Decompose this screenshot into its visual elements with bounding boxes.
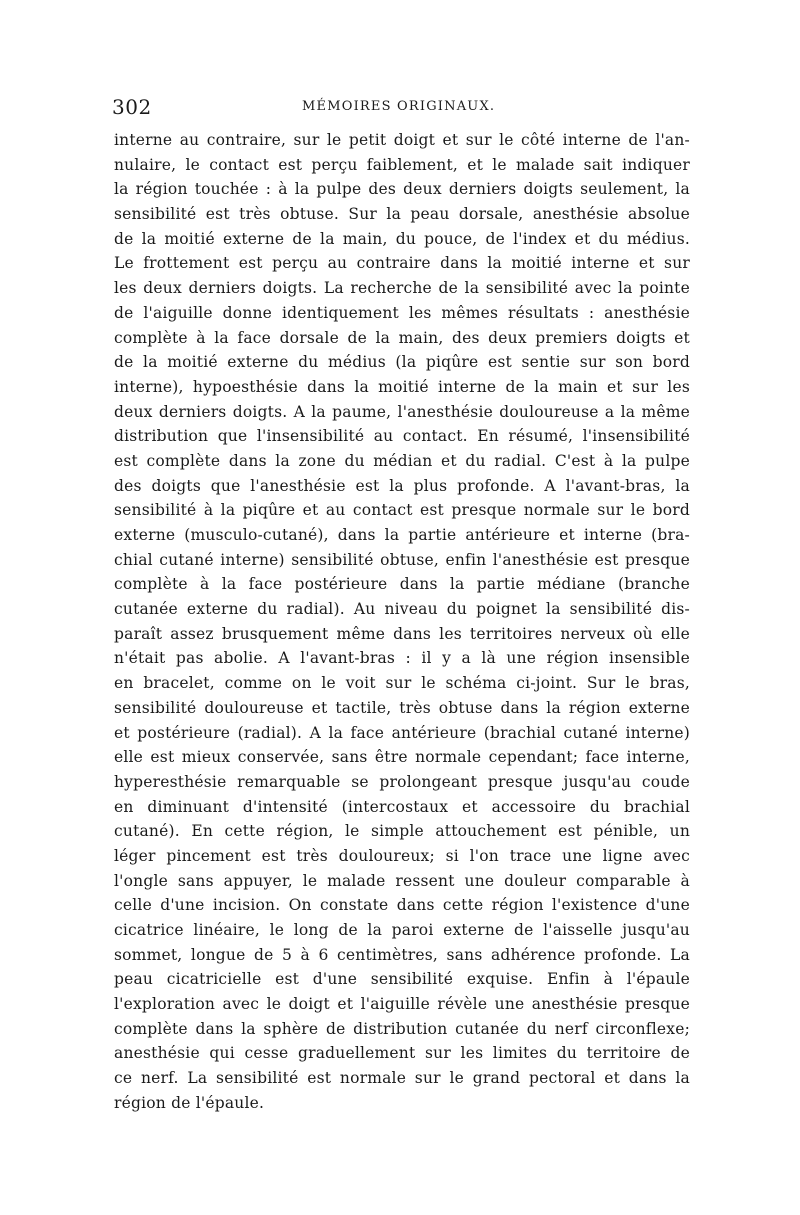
text-line: celle d'une incision. On constate dans cette région l'existence d'une [114, 896, 690, 915]
text-line: de la moitié externe du médius (la piqûre est sentie sur son bord [114, 353, 690, 372]
text-line: ce nerf. La sensibilité est normale sur le grand pectoral et dans la [114, 1069, 690, 1088]
text-line: cutané). En cette région, le simple attouchement est pénible, un [114, 822, 690, 841]
text-line: paraît assez brusquement même dans les territoires nerveux où elle [114, 624, 690, 643]
text-line: et postérieure (radial). A la face antérieure (brachial cutané interne) [114, 723, 690, 742]
body-text [114, 128, 690, 1116]
text-line: des doigts que l'anesthésie est la plus profonde. A l'avant-bras, la [114, 476, 690, 495]
text-line: interne au contraire, sur le petit doigt et sur le côté interne de l'an- [114, 131, 690, 149]
text-line: sommet, longue de 5 à 6 centimètres, sans adhérence profonde. La [114, 945, 690, 964]
text-line: l'ongle sans appuyer, le malade ressent une douleur comparable à [114, 871, 690, 890]
text-line: chial cutané interne) sensibilité obtuse, enfin l'anesthésie est presque [114, 550, 690, 569]
running-title: MÉMOIRES ORIGINAUX. [302, 99, 496, 114]
text-line-last: région de l'épaule. [114, 1093, 265, 1112]
text-line: l'exploration avec le doigt et l'aiguille révèle une anesthésie presque [114, 995, 690, 1014]
text-line: la région touchée : à la pulpe des deux derniers doigts seulement, la [114, 180, 690, 199]
text-line: de la moitié externe de la main, du pouce, de l'index et du médius. [114, 229, 690, 248]
page-number: 302 [112, 95, 152, 119]
text-line: externe (musculo-cutané), dans la partie antérieure et interne (bra- [114, 526, 690, 544]
text-line: distribution que l'insensibilité au contact. En résumé, l'insensibilité [114, 427, 690, 446]
text-line: elle est mieux conservée, sans être normale cependant; face interne, [114, 748, 690, 767]
text-line: deux derniers doigts. A la paume, l'anesthésie douloureuse a la même [114, 402, 690, 421]
text-line: interne), hypoesthésie dans la moitié interne de la main et sur les [114, 377, 690, 396]
text-line: anesthésie qui cesse graduellement sur les limites du territoire de [114, 1044, 690, 1063]
text-line: cutanée externe du radial). Au niveau du poignet la sensibilité dis- [114, 600, 690, 619]
text-line: cicatrice linéaire, le long de la paroi externe de l'aisselle jusqu'au [114, 921, 690, 939]
text-line: est complète dans la zone du médian et du radial. C'est à la pulpe [114, 451, 690, 470]
text-line: sensibilité est très obtuse. Sur la peau dorsale, anesthésie absolue [114, 205, 690, 224]
text-line: sensibilité douloureuse et tactile, très obtuse dans la région externe [114, 698, 690, 717]
text-line: de l'aiguille donne identiquement les mêmes résultats : anesthésie [114, 303, 690, 322]
page-header [112, 95, 690, 121]
text-line: en bracelet, comme on le voit sur le schéma ci-joint. Sur le bras, [114, 674, 690, 693]
text-line: nulaire, le contact est perçu faiblement, et le malade sait indiquer [114, 155, 690, 174]
text-line: complète à la face postérieure dans la partie médiane (branche [114, 575, 690, 594]
text-line: hyperesthésie remarquable se prolongeant presque jusqu'au coude [114, 772, 690, 791]
text-line: complète dans la sphère de distribution cutanée du nerf circonflexe; [114, 1019, 690, 1038]
text-line: Le frottement est perçu au contraire dans la moitié interne et sur [114, 254, 690, 273]
text-line: léger pincement est très douloureux; si l'on trace une ligne avec [114, 846, 690, 865]
text-line: peau cicatricielle est d'une sensibilité exquise. Enfin à l'épaule [114, 970, 690, 989]
text-line: en diminuant d'intensité (intercostaux et accessoire du brachial [114, 797, 690, 816]
text-line: les deux derniers doigts. La recherche de la sensibilité avec la pointe [114, 279, 690, 298]
text-line: n'était pas abolie. A l'avant-bras : il y a là une région insensible [114, 649, 690, 668]
text-line: complète à la face dorsale de la main, des deux premiers doigts et [114, 328, 690, 347]
text-line: sensibilité à la piqûre et au contact est presque normale sur le bord [114, 501, 690, 520]
